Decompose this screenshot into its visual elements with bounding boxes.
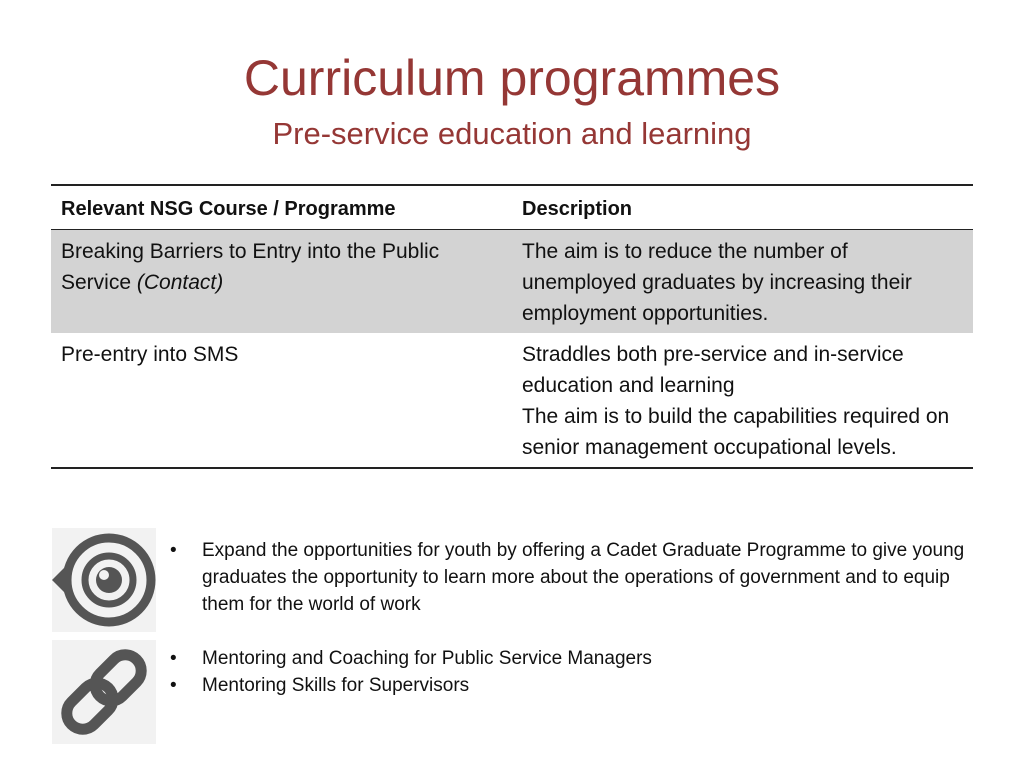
table-header-row [51,185,973,230]
chain-link-icon [52,640,156,744]
description-line: The aim is to reduce the number of unemployed graduates by increasing their employment opportunities. [522,240,912,325]
slide-subtitle: Pre-service education and learning [272,116,752,151]
list-item [170,645,970,672]
bullet-point: • [170,540,177,561]
list-item-text: Expand the opportunities for youth by offering a Cadet Graduate Programme to give young graduates the opportunity to learn more about the operations of government and to equip them for the world of work [202,540,965,615]
bullet-list-cadet [170,537,970,618]
bullet-list-mentoring [170,645,970,699]
bullet-point: • [170,675,177,696]
course-name: Breaking Barriers to Entry into the Public Service [61,240,440,294]
list-item-text: Mentoring Skills for Supervisors [202,675,470,696]
column-header-description: Description [512,185,973,230]
course-cell [51,230,512,334]
course-name: Pre-entry into SMS [61,343,239,366]
table-row [51,333,973,468]
course-note: (Contact) [136,271,224,294]
bullet-point: • [170,648,177,669]
description-cell [512,333,973,468]
description-line: Straddles both pre-service and in-service education and learning [522,343,904,397]
list-item-text: Mentoring and Coaching for Public Service Managers [202,648,652,669]
table-row [51,230,973,334]
description-line: The aim is to build the capabilities required on senior management occupational levels. [522,405,950,459]
eye-icon [52,528,156,632]
list-item [170,672,970,699]
list-item [170,537,970,618]
column-header-course: Relevant NSG Course / Programme [51,185,512,230]
courses-table [51,184,973,469]
course-cell [51,333,512,468]
description-cell [512,230,973,334]
slide-title: Curriculum programmes [243,50,781,106]
